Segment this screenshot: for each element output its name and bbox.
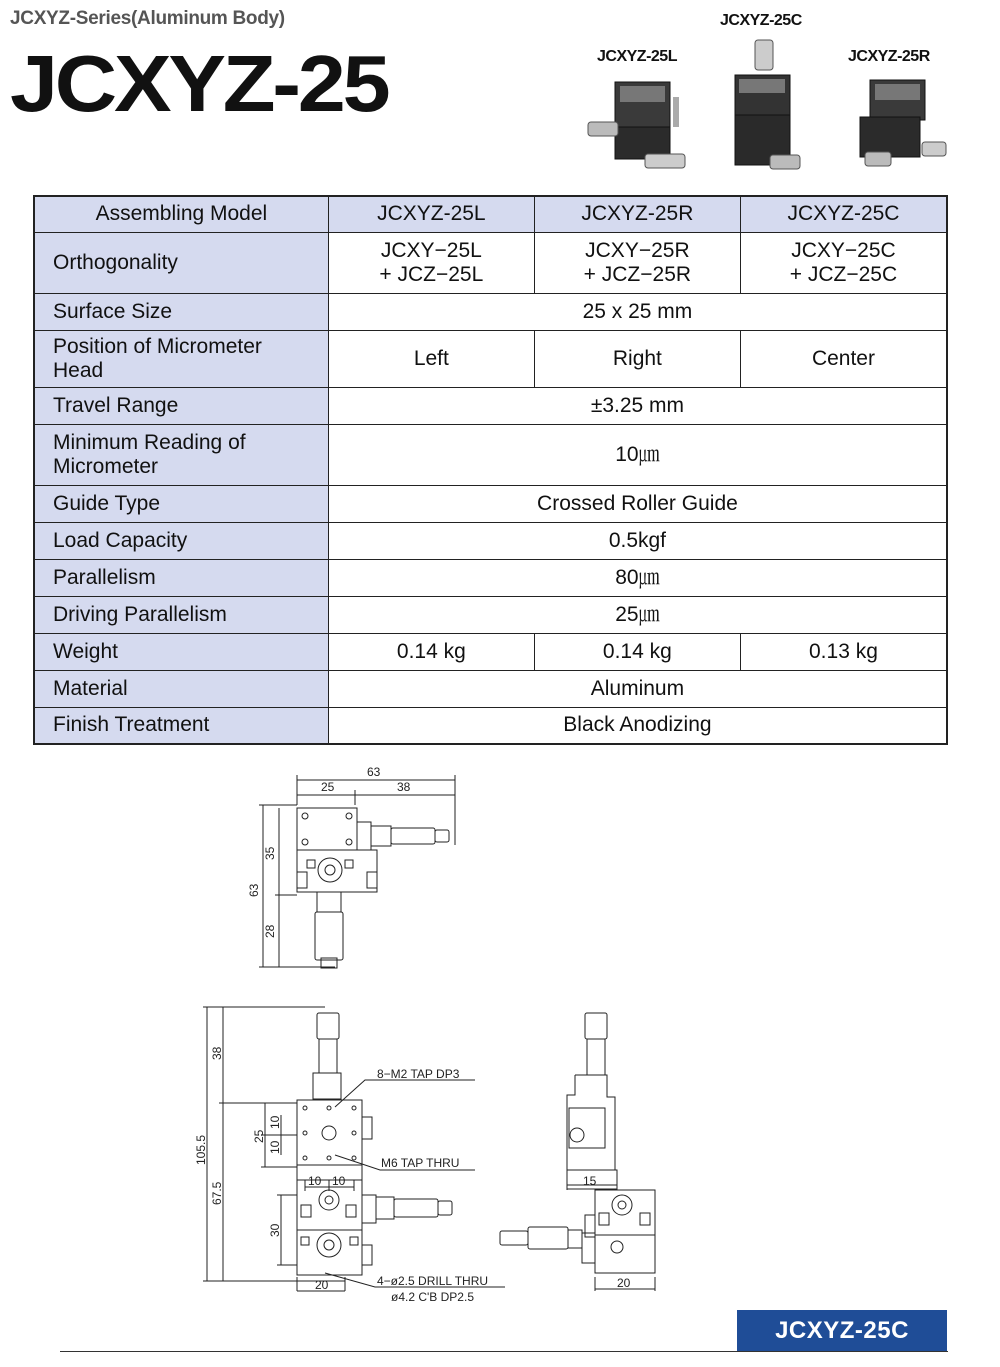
cell-line: JCXY−25C (791, 238, 896, 262)
dim-label: 63 (367, 765, 381, 779)
cell-line: JCXY−25R (585, 238, 690, 262)
footer-divider (60, 1351, 948, 1352)
row-label: Load Capacity (34, 522, 328, 559)
cell-line: JCXY−25L (380, 238, 482, 262)
table-cell: 10㎛ (328, 424, 947, 485)
product-label-25l: JCXYZ-25L (597, 48, 677, 65)
label-line: Micrometer (53, 454, 159, 478)
dim-label: 10 (268, 1140, 282, 1154)
table-row (34, 633, 947, 670)
model-badge: JCXYZ-25C (737, 1310, 947, 1352)
note-label: M6 TAP THRU (381, 1156, 460, 1170)
dim-label: 10 (308, 1174, 322, 1188)
row-label (34, 424, 328, 485)
table-row (34, 559, 947, 596)
header-cell: JCXYZ-25C (740, 196, 947, 232)
cell-line: + JCZ−25L (379, 262, 484, 286)
product-image-25l (585, 72, 700, 177)
note-label: 4−ø2.5 DRILL THRU (377, 1274, 489, 1288)
product-image-25r (850, 72, 950, 177)
product-label-25c: JCXYZ-25C (720, 12, 802, 29)
row-label: Travel Range (34, 387, 328, 424)
top-view-drawing (245, 760, 475, 975)
table-cell: ±3.25 mm (328, 387, 947, 424)
dim-label: 15 (583, 1174, 597, 1188)
header-cell: JCXYZ-25R (534, 196, 740, 232)
table-row (34, 293, 947, 330)
dim-label: 35 (263, 846, 277, 860)
dim-label: 10 (332, 1174, 346, 1188)
table-cell: 25 x 25 mm (328, 293, 947, 330)
cell-line: + JCZ−25R (583, 262, 692, 286)
table-cell (328, 232, 534, 293)
note-label: ø4.2 C'B DP2.5 (391, 1290, 474, 1304)
row-label: Finish Treatment (34, 707, 328, 744)
table-row (34, 330, 947, 387)
label-line: Minimum Reading of (53, 430, 246, 454)
table-cell: Crossed Roller Guide (328, 485, 947, 522)
header-cell: JCXYZ-25L (328, 196, 534, 232)
table-row (34, 387, 947, 424)
dim-label: 105.5 (194, 1134, 208, 1165)
dim-label: 30 (268, 1223, 282, 1237)
table-cell: 0.14 kg (328, 633, 534, 670)
dim-label: 10 (268, 1115, 282, 1129)
dim-label: 38 (210, 1046, 224, 1060)
row-label: Weight (34, 633, 328, 670)
header-cell: Assembling Model (34, 196, 328, 232)
table-row (34, 485, 947, 522)
front-view-drawing (185, 1005, 515, 1310)
table-cell: 0.14 kg (534, 633, 740, 670)
table-cell (534, 232, 740, 293)
label-line: Head (53, 358, 104, 382)
row-label: Surface Size (34, 293, 328, 330)
table-cell: Center (740, 330, 947, 387)
table-row (34, 707, 947, 744)
row-label: Material (34, 670, 328, 707)
table-cell: Aluminum (328, 670, 947, 707)
dim-label: 25 (321, 780, 335, 794)
page-title: JCXYZ-25 (10, 39, 388, 128)
row-label: Orthogonality (34, 232, 328, 293)
row-label: Driving Parallelism (34, 596, 328, 633)
table-cell: 0.5kgf (328, 522, 947, 559)
table-cell: Black Anodizing (328, 707, 947, 744)
spec-table (33, 195, 948, 745)
series-title: JCXYZ-Series(Aluminum Body) (10, 8, 285, 29)
table-row (34, 522, 947, 559)
dim-label: 25 (252, 1129, 266, 1143)
table-cell: 80㎛ (328, 559, 947, 596)
dim-label: 20 (315, 1278, 329, 1292)
product-image-25c (725, 35, 805, 180)
product-label-25r: JCXYZ-25R (848, 48, 930, 65)
dim-label: 67.5 (210, 1181, 224, 1205)
row-label (34, 330, 328, 387)
table-cell: 25㎛ (328, 596, 947, 633)
table-row (34, 670, 947, 707)
note-label: 8−M2 TAP DP3 (377, 1067, 460, 1081)
row-label: Parallelism (34, 559, 328, 596)
table-cell: Right (534, 330, 740, 387)
row-label: Guide Type (34, 485, 328, 522)
table-cell: Left (328, 330, 534, 387)
table-cell: 0.13 kg (740, 633, 947, 670)
dim-label: 63 (247, 883, 261, 897)
table-header-row (34, 196, 947, 232)
side-view-drawing (495, 1005, 670, 1300)
label-line: Position of Micrometer (53, 334, 262, 358)
dim-label: 38 (397, 780, 411, 794)
dim-label: 20 (617, 1276, 631, 1290)
table-row (34, 232, 947, 293)
table-row (34, 424, 947, 485)
table-row (34, 596, 947, 633)
cell-line: + JCZ−25C (789, 262, 898, 286)
table-cell (740, 232, 947, 293)
dim-label: 28 (263, 924, 277, 938)
